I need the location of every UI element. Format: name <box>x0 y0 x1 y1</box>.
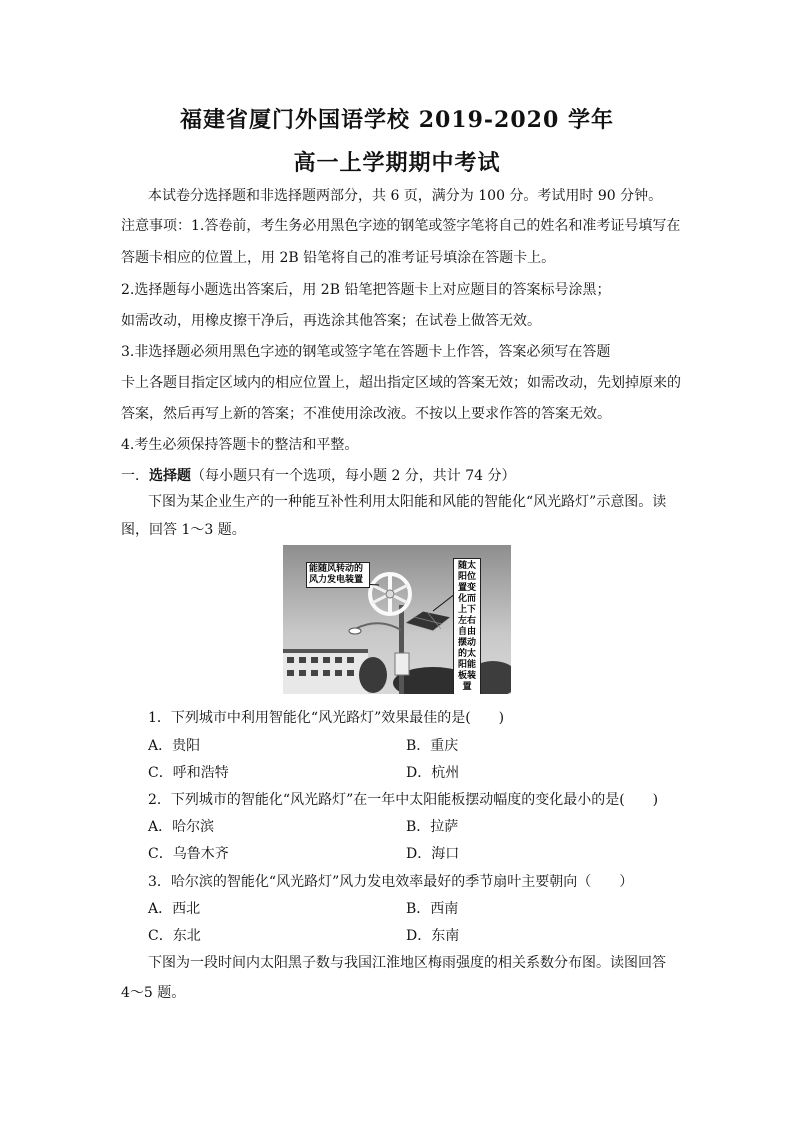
question-group2-stem-line1: 下图为一段时间内太阳黑子数与我国江淮地区梅雨强度的相关系数分布图。读图回答 <box>148 955 666 971</box>
section-description: （每小题只有一个选项，每小题 2 分，共计 74 分） <box>191 468 516 484</box>
question-1-option-b: B．重庆 <box>406 738 459 754</box>
question-group-stem-line1: 下图为某企业生产的一种能互补性利用太阳能和风能的智能化“风光路灯”示意图。读 <box>148 494 667 510</box>
question-2-option-d: D．海口 <box>406 846 460 862</box>
question-1-option-c: C．呼和浩特 <box>148 765 229 781</box>
question-1-option-a: A．贵阳 <box>148 738 201 754</box>
question-1-option-d: D．杭州 <box>406 765 460 781</box>
section-number: 一． <box>121 468 149 484</box>
question-2-option-a: A．哈尔滨 <box>148 819 215 835</box>
instruction-note3-line3: 答案，然后再写上新的答案；不准使用涂改液。不按以上要求作答的答案无效。 <box>121 406 611 422</box>
section-title: 选择题 <box>149 468 191 484</box>
instruction-note2-line2: 如需改动，用橡皮擦干净后，再选涂其他答案；在试卷上做答无效。 <box>121 313 541 329</box>
question-3-option-a: A．西北 <box>148 901 201 917</box>
question-group-stem-line2: 图，回答 1～3 题。 <box>121 522 246 538</box>
instruction-note4: 4.考生必须保持答题卡的整洁和平整。 <box>121 437 359 453</box>
question-3-option-b: B．西南 <box>406 901 459 917</box>
wind-device-label: 能随风转动的风力发电装置 <box>306 562 370 588</box>
instruction-note3-line1: 3.非选择题必须用黑色字迹的钢笔或签字笔在答题卡上作答，答案必须写在答题 <box>121 344 611 360</box>
instruction-note1-line1: 注意事项：1.答卷前，考生务必用黑色字迹的钢笔或签字笔将自己的姓名和准考证号填写在 <box>121 218 681 234</box>
question-2-option-b: B．拉萨 <box>406 819 459 835</box>
instruction-note3-line2: 卡上各题目指定区域内的相应位置上，超出指定区域的答案无效；如需改动，先划掉原来的 <box>121 375 681 391</box>
section-heading <box>121 466 516 486</box>
question-3-option-d: D．东南 <box>406 928 460 944</box>
question-1-stem: 1．下列城市中利用智能化“风光路灯”效果最佳的是( ) <box>148 710 505 726</box>
question-3-option-c: C．东北 <box>148 928 201 944</box>
exam-title: 福建省厦门外国语学校 2019-2020 学年 <box>180 107 614 133</box>
solar-device-label: 随太阳位置变化而上下左右自由摆动的太阳能板装置 <box>453 558 481 694</box>
instruction-intro: 本试卷分选择题和非选择题两部分，共 6 页，满分为 100 分。考试用时 90 分钟。 <box>148 188 663 204</box>
instruction-note1-line2: 答题卡相应的位置上，用 2B 铅笔将自己的准考证号填涂在答题卡上。 <box>121 250 556 266</box>
building-left <box>283 649 368 694</box>
instruction-note2-line1: 2.选择题每小题选出答案后，用 2B 铅笔把答题卡上对应题目的答案标号涂黑； <box>121 282 611 298</box>
exam-subtitle: 高一上学期期中考试 <box>293 150 501 176</box>
question-3-stem: 3．哈尔滨的智能化“风光路灯”风力发电效率最好的季节扇叶主要朝向（ ） <box>148 874 634 890</box>
question-2-stem: 2．下列城市的智能化“风光路灯”在一年中太阳能板摆动幅度的变化最小的是( ) <box>148 792 659 808</box>
question-2-option-c: C．乌鲁木齐 <box>148 846 229 862</box>
wind-solar-streetlight-photo <box>283 545 511 694</box>
question-group2-stem-line2: 4～5 题。 <box>121 985 186 1001</box>
